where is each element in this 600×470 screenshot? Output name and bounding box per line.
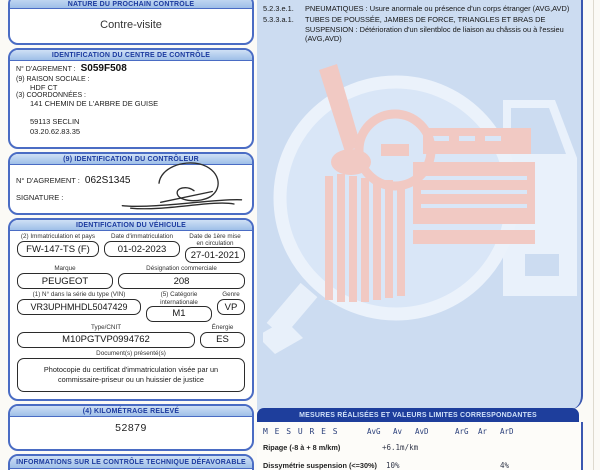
section-header: NATURE DU PROCHAIN CONTRÔLE: [10, 0, 252, 9]
field-label: Document(s) présenté(s): [96, 349, 166, 357]
centre-phone: 03.20.62.83.35: [30, 127, 81, 137]
section-header: (4) KILOMÉTRAGE RELEVÉ: [10, 406, 252, 417]
field-label: Marque: [54, 265, 76, 273]
field-label: (5) Catégorie internationale: [160, 291, 198, 306]
measures-header-title: MESURES RÉALISÉES ET VALEURS LIMITES CORRESPONDANTES: [299, 411, 537, 419]
registration-date-field: 01-02-2023: [104, 241, 180, 257]
next-inspection-type: Contre-visite: [100, 19, 162, 31]
section-header: INFORMATIONS SUR LE CONTRÔLE TECHNIQUE DÉFAVORABLE: [10, 456, 252, 469]
registration-plate-field: FW-147-TS (F): [17, 241, 99, 257]
section-controleur: [8, 152, 254, 215]
section-informations-defavorable: [8, 454, 254, 470]
model-field: 208: [118, 273, 245, 289]
section-header: IDENTIFICATION DU VÉHICULE: [10, 220, 252, 231]
col-avg: AvG: [367, 427, 381, 436]
controleur-agrement-number: 062S1345: [84, 175, 131, 186]
defect-description: PNEUMATIQUES : Usure anormale ou présence d'un corps étranger (AVG,AVD): [305, 4, 570, 13]
first-circulation-date-field: 27-01-2021: [185, 247, 245, 263]
measures-column-title: M E S U R E S: [263, 427, 339, 436]
defect-item: [263, 4, 573, 14]
defect-description: TUBES DE POUSSÉE, JAMBES DE FORCE, TRIANGLES ET BRAS DE SUSPENSION : Détérioration d'un silentbloc de liaison au châssis ou à l'essieu (AVG,AVD): [305, 14, 564, 44]
observations-panel: [257, 0, 583, 410]
measure-row-label: Ripage (-8 à + 8 m/km): [263, 443, 341, 452]
measures-table: [257, 422, 583, 470]
documents-presented-field: Photocopie du certificat d'immatriculation visée par un commissaire-priseur ou un huissier de justice: [17, 358, 245, 392]
measure-row-label: Dissymétrie suspension (<=30%): [263, 461, 377, 470]
col-ard: ArD: [500, 427, 514, 436]
col-av: Av: [393, 427, 403, 436]
signature-icon: [119, 158, 244, 210]
centre-agrement-label: N° D'AGREMENT :: [16, 66, 76, 73]
field-label: Genre: [222, 291, 240, 299]
magnifier-car-watermark-icon: [263, 58, 579, 388]
field-label: (2) Immatriculation et pays: [20, 233, 96, 240]
defect-code: 5.3.3.a.1.: [263, 14, 294, 24]
measures-header-bar: [257, 408, 579, 422]
centre-address-line2: 59113 SECLIN: [30, 117, 80, 127]
col-arg: ArG: [455, 427, 469, 436]
field-label: Date de 1ère mise en circulation: [189, 233, 241, 248]
signature-label: SIGNATURE :: [16, 193, 64, 202]
section-kilometrage: [8, 404, 254, 451]
centre-agrement-number: S059F508: [80, 63, 127, 74]
page-edge-line: [593, 0, 594, 470]
section-vehicule: [8, 218, 254, 401]
measure-front-value: 10%: [386, 461, 400, 470]
defect-code: 5.2.3.e.1.: [263, 4, 294, 13]
defect-list: [257, 0, 581, 44]
raison-sociale-value: HDF CT: [30, 83, 58, 92]
field-label: Date d'immatriculation: [110, 233, 174, 240]
centre-address-line1: 141 CHEMIN DE L'ARBRE DE GUISE: [30, 99, 159, 108]
field-label: Type/CNIT: [90, 323, 122, 331]
coordonnees-label: (3) COORDONNÉES :: [16, 92, 87, 99]
field-label: (1) N° dans la série du type (VIN): [32, 291, 126, 299]
field-label: Désignation commerciale: [146, 265, 217, 273]
col-avd: AvD: [415, 427, 429, 436]
category-field: M1: [146, 306, 212, 322]
controleur-agrement-label: N° D'AGREMENT :: [16, 176, 80, 185]
section-nature-prochain-controle: [8, 0, 254, 45]
genre-field: VP: [217, 299, 245, 315]
field-label: Énergie: [211, 323, 234, 331]
page-edge-strip: [583, 0, 600, 470]
energy-field: ES: [200, 332, 245, 348]
type-cnit-field: M10PGTVP0994762: [17, 332, 195, 348]
section-header: (9) IDENTIFICATION DU CONTRÔLEUR: [10, 154, 252, 165]
vin-field: VR3UPHMHDL5047429: [17, 299, 141, 315]
section-header: IDENTIFICATION DU CENTRE DE CONTRÔLE: [10, 50, 252, 61]
odometer-reading: 52879: [115, 422, 147, 434]
raison-sociale-label: (9) RAISON SOCIALE :: [16, 76, 90, 83]
section-centre-de-controle: [8, 48, 254, 149]
make-field: PEUGEOT: [17, 273, 113, 289]
defect-item: [263, 15, 573, 44]
measure-rear-value: 4%: [500, 461, 510, 470]
col-ar: Ar: [478, 427, 488, 436]
measure-front-value: +6.1m/km: [382, 443, 419, 452]
